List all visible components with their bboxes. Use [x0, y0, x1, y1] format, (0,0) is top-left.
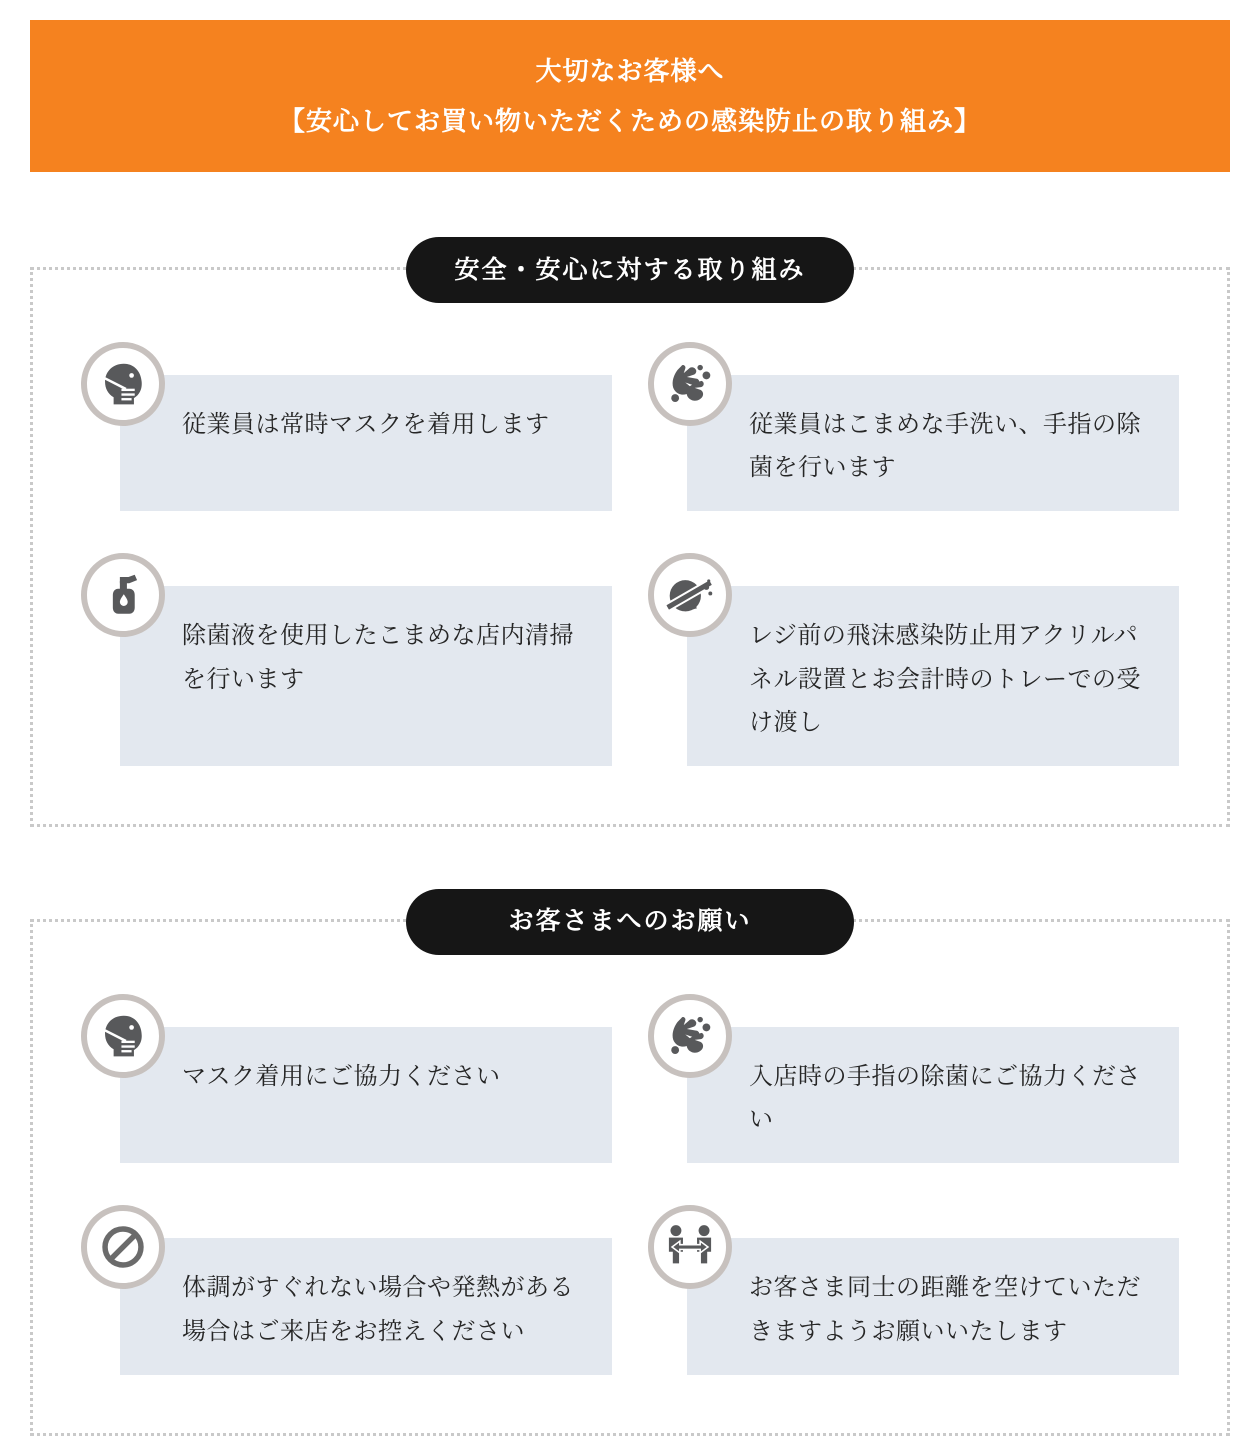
hand-wash-icon [648, 342, 732, 426]
measure-item-text: 入店時の手指の除菌にご協力ください [749, 1062, 1141, 1134]
measure-item [648, 1205, 1179, 1374]
measure-item-text: 従業員はこまめな手洗い、手指の除菌を行います [749, 411, 1141, 482]
measure-item [81, 342, 612, 511]
measure-item [81, 994, 612, 1163]
measure-item-text: 除菌液を使用したこまめな店内清掃を行います [182, 622, 574, 693]
measure-item-box [120, 375, 612, 511]
measure-item-box [687, 586, 1179, 766]
notice-banner [30, 20, 1230, 172]
hand-wash-icon [648, 994, 732, 1078]
mask-face-icon [81, 342, 165, 426]
measure-item-text: マスク着用にご協力ください [182, 1062, 501, 1090]
notice-section [30, 255, 1230, 827]
measure-item-box [687, 375, 1179, 511]
measure-item-box [120, 586, 612, 766]
notice-section [30, 907, 1230, 1436]
section-title: お客さまへのお願い [508, 907, 752, 936]
measure-item [81, 1205, 612, 1374]
section-title-pill [406, 237, 854, 303]
measure-item-box [687, 1238, 1179, 1374]
section-items-grid [81, 342, 1179, 766]
measure-item [648, 994, 1179, 1163]
measure-item-box [687, 1027, 1179, 1163]
measure-item-text: お客さま同士の距離を空けていただきますようお願いいたします [749, 1274, 1141, 1345]
measure-item-text: 体調がすぐれない場合や発熱がある場合はご来店をお控えください [182, 1274, 574, 1345]
section-title-pill [406, 889, 854, 955]
social-distance-icon [648, 1205, 732, 1289]
section-title: 安全・安心に対する取り組み [454, 255, 806, 284]
mask-face-icon [81, 994, 165, 1078]
section-items-grid [81, 994, 1179, 1375]
measure-item-box [120, 1238, 612, 1374]
measure-item-text: レジ前の飛沫感染防止用アクリルパネル設置とお会計時のトレーでの受け渡し [749, 622, 1141, 736]
sanitizer-bottle-icon [81, 553, 165, 637]
measure-item-box [120, 1027, 612, 1163]
measure-item [648, 553, 1179, 766]
measure-item [81, 553, 612, 766]
sections-container [30, 255, 1230, 1436]
prohibition-icon [81, 1205, 165, 1289]
banner-subtitle: 【安心してお買い物いただくための感染防止の取り組み】 [278, 106, 981, 136]
droplet-guard-icon [648, 553, 732, 637]
measure-item-text: 従業員は常時マスクを着用します [182, 411, 550, 438]
measure-item [648, 342, 1179, 511]
banner-title: 大切なお客様へ [535, 56, 725, 86]
